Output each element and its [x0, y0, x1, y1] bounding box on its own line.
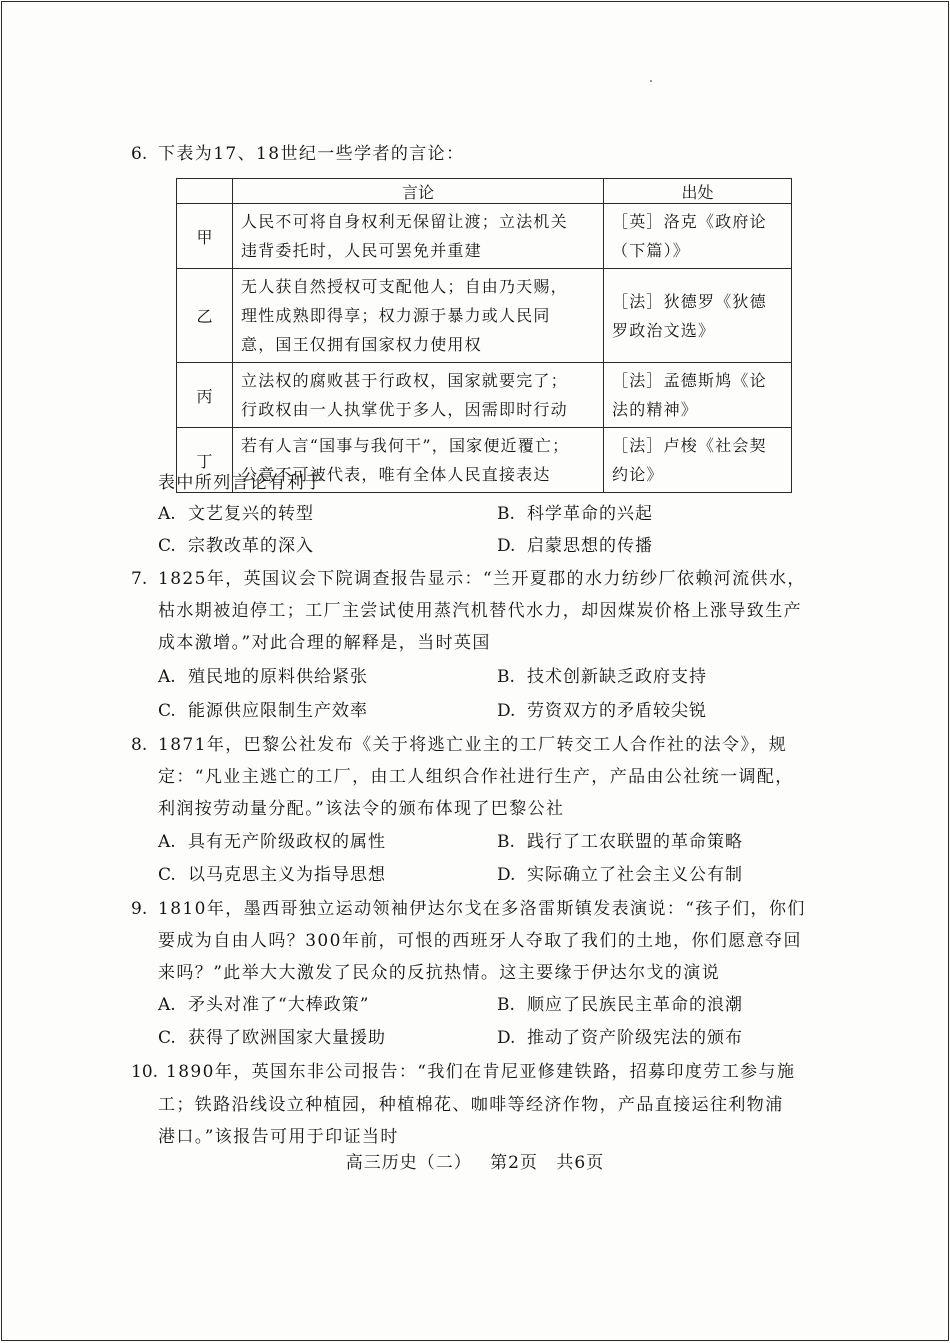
row-label: 甲	[177, 204, 233, 269]
option-text: 实际确立了社会主义公有制	[527, 865, 743, 885]
q8-option-b[interactable]	[497, 831, 743, 853]
option-letter: B.	[497, 832, 515, 852]
row-label: 丁	[177, 428, 233, 493]
quote-line: 若有人言“国事与我何干”，国家便近覆亡；	[241, 436, 570, 455]
q9-option-d[interactable]	[497, 1027, 743, 1049]
quote-line: 理性成熟即得享；权力源于暴力或人民同	[241, 306, 551, 325]
q8-option-c[interactable]	[158, 864, 386, 886]
row-quote	[233, 269, 604, 363]
quote-line: 行政权由一人执掌优于多人，因需即时行动	[241, 400, 568, 419]
option-letter: A.	[158, 667, 176, 687]
option-text: 顺应了民族民主革命的浪潮	[527, 995, 743, 1015]
row-source	[604, 363, 792, 428]
option-text: 推动了资产阶级宪法的颁布	[527, 1028, 743, 1048]
page-footer	[0, 1152, 950, 1174]
q9-stem-line: 来吗？”此举大大激发了民众的反抗热情。这主要缘于伊达尔戈的演说	[158, 963, 721, 983]
q9-option-a[interactable]	[158, 994, 369, 1016]
option-letter: C.	[158, 536, 176, 556]
q6-question: 表中所列言论有利于	[158, 473, 324, 493]
table-header-row	[177, 179, 792, 204]
q9-number: 9.	[131, 899, 148, 919]
quote-line: 违背委托时，人民可罢免并重建	[241, 241, 482, 260]
option-text: 践行了工农联盟的革命策略	[527, 832, 743, 852]
source-line: 罗政治文选》	[612, 320, 716, 340]
q9-option-b[interactable]	[497, 994, 743, 1016]
option-text: 技术创新缺乏政府支持	[527, 667, 707, 687]
option-text: 科学革命的兴起	[527, 504, 653, 524]
q8-number: 8.	[131, 735, 148, 755]
row-label: 丙	[177, 363, 233, 428]
quote-line: 人民不可将自身权利无保留让渡；立法机关	[241, 212, 568, 231]
quote-line: 立法权的腐败甚于行政权，国家就要完了；	[241, 371, 568, 390]
footer-subject: 高三历史（二）	[345, 1153, 472, 1173]
option-text: 以马克思主义为指导思想	[188, 865, 386, 885]
q10-stem-line: 1890年，英国东非公司报告：“我们在肯尼亚修建铁路，招募印度劳工参与施	[166, 1062, 796, 1082]
q7-option-d[interactable]	[497, 700, 707, 722]
option-letter: A.	[158, 504, 176, 524]
q8-stem-line: 定：“凡业主逃亡的工厂，由工人组织合作社进行生产，产品由公社统一调配，	[158, 767, 794, 787]
option-letter: D.	[497, 536, 516, 556]
row-source	[604, 204, 792, 269]
q7-option-b[interactable]	[497, 666, 707, 688]
q7-number: 7.	[131, 569, 148, 589]
footer-page-number: 第2页	[490, 1153, 538, 1173]
option-text: 具有无产阶级政权的属性	[188, 832, 386, 852]
option-letter: D.	[497, 865, 516, 885]
q8-option-d[interactable]	[497, 864, 743, 886]
q7-option-a[interactable]	[158, 666, 368, 688]
option-letter: C.	[158, 865, 176, 885]
option-text: 能源供应限制生产效率	[188, 701, 368, 721]
q9-stem-line: 要成为自由人吗？300年前，可恨的西班牙人夺取了我们的土地，你们愿意夺回	[158, 931, 802, 951]
source-line: 约论》	[612, 465, 664, 484]
option-text: 矛头对准了“大棒政策”	[188, 995, 370, 1015]
row-quote	[233, 204, 604, 269]
table-row	[177, 269, 792, 363]
source-line: ［法］孟德斯鸠《论	[612, 371, 767, 390]
q8-stem-line: 利润按劳动量分配。”该法令的颁布体现了巴黎公社	[158, 799, 565, 819]
quote-line: 公意不可被代表，唯有全体人民直接表达	[241, 465, 551, 484]
option-letter: C.	[158, 701, 176, 721]
header-source: 出处	[604, 179, 792, 204]
q9-option-c[interactable]	[158, 1027, 386, 1049]
q6-option-c[interactable]	[158, 535, 314, 557]
q6-option-a[interactable]	[158, 503, 314, 525]
q8-stem-line: 1871年，巴黎公社发布《关于将逃亡业主的工厂转交工人合作社的法令》，规	[158, 735, 788, 755]
q6-stem: 下表为17、18世纪一些学者的言论：	[158, 144, 465, 164]
quote-line: 无人获自然授权可支配他人；自由乃天赐，	[241, 277, 568, 296]
q7-stem-line: 成本激增。”对此合理的解释是，当时英国	[158, 633, 491, 653]
q10-stem-line: 港口。”该报告可用于印证当时	[158, 1127, 399, 1147]
option-letter: B.	[497, 995, 515, 1015]
table-row	[177, 204, 792, 269]
q6-option-d[interactable]	[497, 535, 653, 557]
row-quote	[233, 363, 604, 428]
source-line: ［法］狄德罗《狄德	[612, 291, 767, 311]
option-letter: A.	[158, 832, 176, 852]
option-text: 劳资双方的矛盾较尖锐	[527, 701, 707, 721]
q10-stem-line: 工；铁路沿线设立种植园，种植棉花、咖啡等经济作物，产品直接运往利物浦	[158, 1095, 784, 1115]
option-letter: B.	[497, 667, 515, 687]
scan-speck	[650, 80, 652, 82]
row-source	[604, 269, 792, 363]
option-text: 获得了欧洲国家大量援助	[188, 1028, 386, 1048]
source-line: （下篇）》	[612, 241, 691, 260]
q8-option-a[interactable]	[158, 831, 386, 853]
q7-option-c[interactable]	[158, 700, 368, 722]
option-letter: D.	[497, 1028, 516, 1048]
footer-total-pages: 共6页	[556, 1153, 605, 1173]
option-letter: A.	[158, 995, 176, 1015]
quote-line: 意，国王仅拥有国家权力使用权	[241, 335, 482, 354]
option-text: 殖民地的原料供给紧张	[188, 667, 368, 687]
option-letter: B.	[497, 504, 515, 524]
q6-quote-table	[176, 178, 792, 493]
option-letter: C.	[158, 1028, 176, 1048]
option-text: 宗教改革的深入	[188, 536, 314, 556]
row-source	[604, 428, 792, 493]
q7-stem-line: 1825年，英国议会下院调查报告显示：“兰开夏郡的水力纺纱厂依赖河流供水，	[158, 569, 806, 589]
q7-stem-line: 枯水期被迫停工；工厂主尝试使用蒸汽机替代水力，却因煤炭价格上涨导致生产	[158, 601, 802, 621]
q6-option-b[interactable]	[497, 503, 653, 525]
header-quote: 言论	[233, 179, 604, 204]
q6-number: 6.	[131, 144, 148, 164]
q10-number: 10.	[131, 1062, 159, 1082]
option-text: 文艺复兴的转型	[188, 504, 314, 524]
row-label: 乙	[177, 269, 233, 363]
option-letter: D.	[497, 701, 516, 721]
source-line: 法的精神》	[612, 400, 699, 419]
table-row	[177, 363, 792, 428]
q9-stem-line: 1810年，墨西哥独立运动领袖伊达尔戈在多洛雷斯镇发表演说：“孩子们，你们	[158, 899, 806, 919]
header-label	[177, 179, 233, 204]
source-line: ［法］卢梭《社会契	[612, 436, 767, 455]
option-text: 启蒙思想的传播	[527, 536, 653, 556]
source-line: ［英］洛克《政府论	[612, 212, 767, 231]
